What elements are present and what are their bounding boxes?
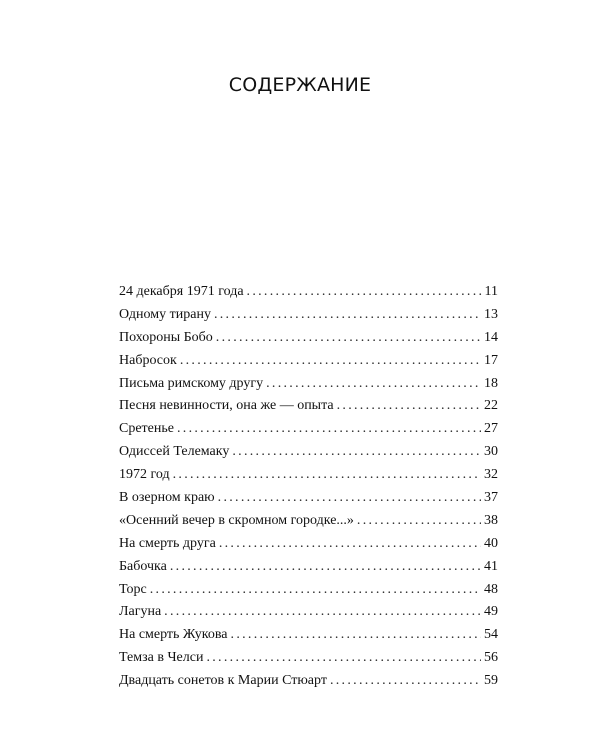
- toc-entry: [119, 353, 498, 376]
- toc-entry-page: 54: [484, 627, 498, 643]
- toc-entry-page: 13: [484, 306, 498, 322]
- toc-entry: [119, 673, 498, 696]
- toc-entry-page: 14: [484, 329, 498, 345]
- toc-entry: [119, 398, 498, 421]
- toc-entry-page: 32: [484, 467, 498, 483]
- toc-entry: [119, 444, 498, 467]
- toc-entry-title: Лагуна: [119, 604, 162, 620]
- dot-leader: [170, 559, 481, 575]
- toc-entry-page: 18: [484, 375, 498, 391]
- toc-entry-title: Письма римскому другу: [119, 375, 264, 391]
- dot-leader: [231, 627, 481, 643]
- toc-entry-page: 17: [484, 352, 498, 368]
- dot-leader: [337, 398, 481, 414]
- toc-entry: [119, 376, 498, 399]
- toc-entry: [119, 650, 498, 673]
- toc-entry-title: 1972 год: [119, 467, 170, 483]
- toc-entry-page: 37: [484, 490, 498, 506]
- toc-entry-title: Одному тирану: [119, 306, 211, 322]
- toc-entry-title: Песня невинности, она же — опыта: [119, 398, 334, 414]
- toc-entry-page: 27: [484, 421, 498, 437]
- toc-entry: [119, 627, 498, 650]
- dot-leader: [266, 376, 481, 392]
- toc-entry-page: 41: [484, 558, 498, 574]
- dot-leader: [216, 330, 481, 346]
- toc-entry-title: Одиссей Телемаку: [119, 444, 230, 460]
- toc-entry-title: Похороны Бобо: [119, 329, 213, 345]
- toc-entry-page: 49: [484, 604, 498, 620]
- toc-entry: [119, 604, 498, 627]
- toc-entry-page: 22: [484, 398, 498, 414]
- dot-leader: [219, 536, 481, 552]
- table-of-contents: [119, 284, 498, 696]
- dot-leader: [232, 444, 481, 460]
- dot-leader: [330, 673, 481, 689]
- toc-entry-title: На смерть друга: [119, 535, 216, 551]
- toc-entry: [119, 284, 498, 307]
- toc-entry: [119, 421, 498, 444]
- toc-entry: [119, 582, 498, 605]
- toc-entry-title: В озерном краю: [119, 490, 215, 506]
- dot-leader: [180, 353, 481, 369]
- toc-entry-title: Темза в Челси: [119, 650, 204, 666]
- toc-entry-title: «Осенний вечер в скромном городке...»: [119, 512, 354, 528]
- toc-entry: [119, 513, 498, 536]
- toc-entry: [119, 490, 498, 513]
- dot-leader: [206, 650, 481, 666]
- toc-entry-title: На смерть Жукова: [119, 627, 228, 643]
- toc-entry-title: Торс: [119, 581, 147, 597]
- dot-leader: [357, 513, 481, 529]
- toc-entry-title: Набросок: [119, 352, 177, 368]
- toc-entry-title: Бабочка: [119, 558, 167, 574]
- dot-leader: [247, 284, 482, 300]
- toc-entry: [119, 467, 498, 490]
- toc-entry-page: 11: [484, 284, 498, 299]
- toc-entry: [119, 330, 498, 353]
- page-title: СОДЕРЖАНИЕ: [228, 74, 372, 96]
- toc-entry: [119, 559, 498, 582]
- dot-leader: [173, 467, 481, 483]
- dot-leader: [177, 421, 481, 437]
- toc-entry-title: Сретенье: [119, 421, 174, 437]
- dot-leader: [214, 307, 481, 323]
- toc-entry: [119, 307, 498, 330]
- dot-leader: [218, 490, 481, 506]
- dot-leader: [164, 604, 481, 620]
- toc-entry-title: Двадцать сонетов к Марии Стюарт: [119, 673, 327, 689]
- toc-entry-page: 48: [484, 581, 498, 597]
- dot-leader: [150, 582, 481, 598]
- toc-entry-title: 24 декабря 1971 года: [119, 284, 244, 299]
- toc-entry-page: 40: [484, 535, 498, 551]
- toc-entry-page: 30: [484, 444, 498, 460]
- toc-entry-page: 38: [484, 512, 498, 528]
- toc-entry-page: 59: [484, 673, 498, 689]
- toc-entry-page: 56: [484, 650, 498, 666]
- toc-entry: [119, 536, 498, 559]
